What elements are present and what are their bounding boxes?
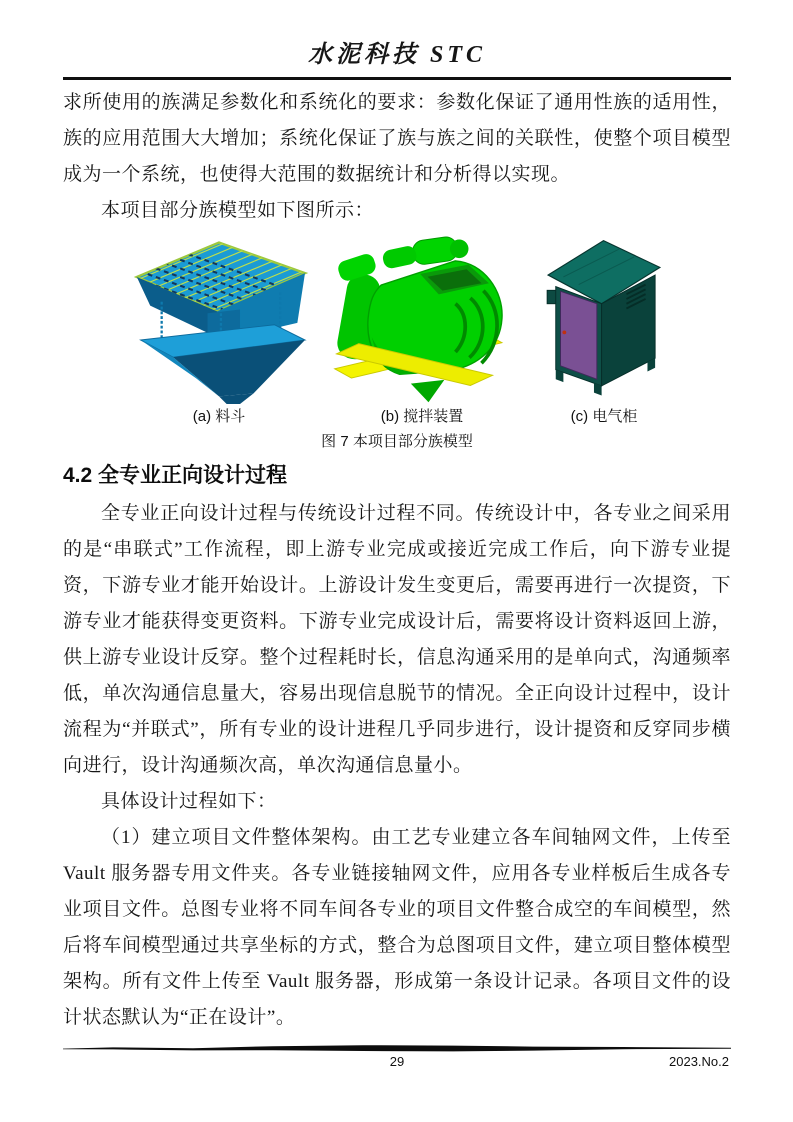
figure-hopper — [123, 233, 315, 429]
caption-electrical-cabinet: (c) 电气柜 — [570, 408, 638, 425]
footer-meta — [63, 1054, 731, 1074]
issue-number: 2023.No.2 — [669, 1054, 729, 1069]
paragraph-figure-intro: 本项目部分族模型如下图所示： — [101, 200, 375, 221]
figure-mixing-device — [323, 233, 521, 429]
page-footer — [63, 1044, 731, 1074]
hopper-model-image — [123, 233, 315, 405]
figure-7-caption: 图 7 本项目部分族模型 — [321, 433, 473, 450]
paragraph-process: 全专业正向设计过程与传统设计过程不同。传统设计中，各专业之间采用的是“串联式”工作流程，即上游专业完成或接近完成工作后，向下游专业提资，下游专业才能开始设计。上游设计发生变更后，需要再进行一次提资，下游专业才能获得变更资料。下游专业完成设计后，需要将设计资料返回上游，供上游专业设计反穿。整个过程耗时长，信息沟通采用的是单向式，沟通频率低，单次沟通信息量大，容易出现信息脱节的情况。全正向设计过程中，设计流程为“并联式”，所有专业的设计进程几乎同步进行，设计提资和反穿同步横向进行，设计沟通频次高，单次沟通信息量小。 — [63, 503, 731, 776]
figure-7-row — [63, 233, 731, 429]
figure-electrical-cabinet — [543, 233, 665, 429]
journal-title: 水泥科技 STC — [307, 42, 486, 68]
paragraph-step1: （1）建立项目文件整体架构。由工艺专业建立各车间轴网文件，上传至 Vault 服务器专用文件夹。各专业链接轴网文件，应用各专业样板后生成各专业项目文件。总图专业将不同车间各专业的项目文件整合成空的车间模型，然后将车间模型通过共享坐标的方式，整合为总图项目文件，建立项目整体模型架构。所有文件上传至 Vault 服务器，形成第一条设计记录。各项目文件的设计状态默认为“正在设计”。 — [63, 827, 731, 1028]
paragraph-steps-lead: 具体设计过程如下： — [101, 791, 277, 812]
footer-rule — [63, 1044, 731, 1053]
caption-hopper: (a) 料斗 — [192, 408, 246, 425]
page-header — [63, 42, 731, 80]
mixing-device-model-image — [323, 233, 521, 405]
paragraph-continuation: 求所使用的族满足参数化和系统化的要求：参数化保证了通用性族的适用性，族的应用范围大大增加；系统化保证了族与族之间的关联性，使整个项目模型成为一个系统，也使得大范围的数据统计和分析得以实现。 — [63, 92, 731, 185]
caption-mixing-device: (b) 搅拌装置 — [380, 408, 464, 425]
section-heading-4-2: 4.2 全专业正向设计过程 — [63, 464, 288, 487]
electrical-cabinet-model-image — [543, 233, 665, 405]
page-number: 29 — [389, 1054, 405, 1069]
